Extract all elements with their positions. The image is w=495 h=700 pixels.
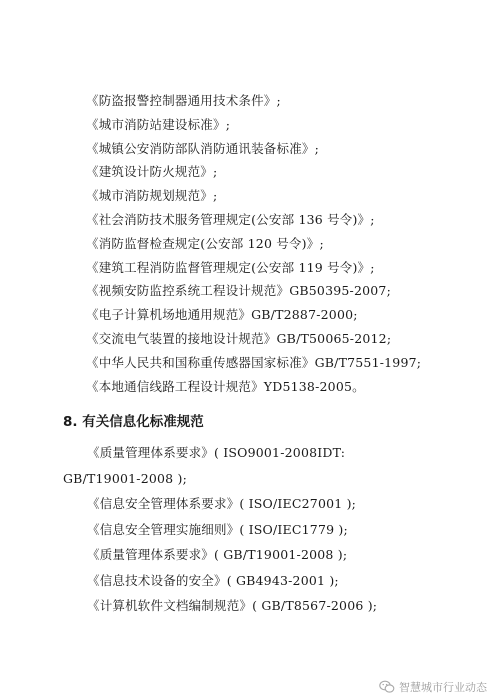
list-item: 《中华人民共和国称重传感器国家标准》GB/T7551-1997; — [86, 354, 422, 370]
list-item: 《消防监督检查规定(公安部 120 号令)》; — [86, 235, 324, 251]
list-item: 《城市消防站建设标准》; — [86, 116, 231, 132]
list-item: 《电子计算机场地通用规范》GB/T2887-2000; — [86, 307, 358, 323]
list-item: 《信息技术设备的安全》( GB4943-2001 ); — [87, 572, 339, 588]
list-item: 《质量管理体系要求》( ISO9001-2008IDT: — [87, 445, 346, 460]
watermark — [379, 679, 487, 695]
list-item: 《信息安全管理实施细则》( ISO/IEC1779 ); — [87, 521, 348, 537]
list-item: 《建筑工程消防监督管理规定(公安部 119 号令)》; — [86, 259, 375, 275]
list-item: 《城市消防规划规范》; — [86, 188, 218, 204]
list-item: 《建筑设计防火规范》; — [86, 164, 218, 180]
wechat-icon — [379, 680, 395, 694]
watermark-text: 智慧城市行业动态 — [399, 681, 487, 694]
list-item: 《交流电气装置的接地设计规范》GB/T50065-2012; — [86, 330, 392, 346]
it-standards-list — [63, 440, 463, 619]
section-heading: 8. 有关信息化标准规范 — [63, 414, 204, 430]
list-item: 《质量管理体系要求》( GB/T19001-2008 ); — [87, 547, 348, 562]
list-item: 《计算机软件文档编制规范》( GB/T8567-2006 ); — [87, 598, 378, 613]
list-item: 《防盗报警控制器通用技术条件》; — [86, 93, 281, 108]
list-item: 《本地通信线路工程设计规范》YD5138-2005。 — [86, 378, 365, 394]
list-item: 《信息安全管理体系要求》( ISO/IEC27001 ); — [87, 496, 357, 511]
list-item: 《城镇公安消防部队消防通讯装备标准》; — [86, 140, 320, 156]
list-item-continuation: GB/T19001-2008 ); — [63, 470, 187, 486]
standards-list — [86, 89, 446, 398]
list-item: 《视频安防监控系统工程设计规范》GB50395-2007; — [86, 283, 391, 299]
list-item: 《社会消防技术服务管理规定(公安部 136 号令)》; — [86, 211, 375, 227]
